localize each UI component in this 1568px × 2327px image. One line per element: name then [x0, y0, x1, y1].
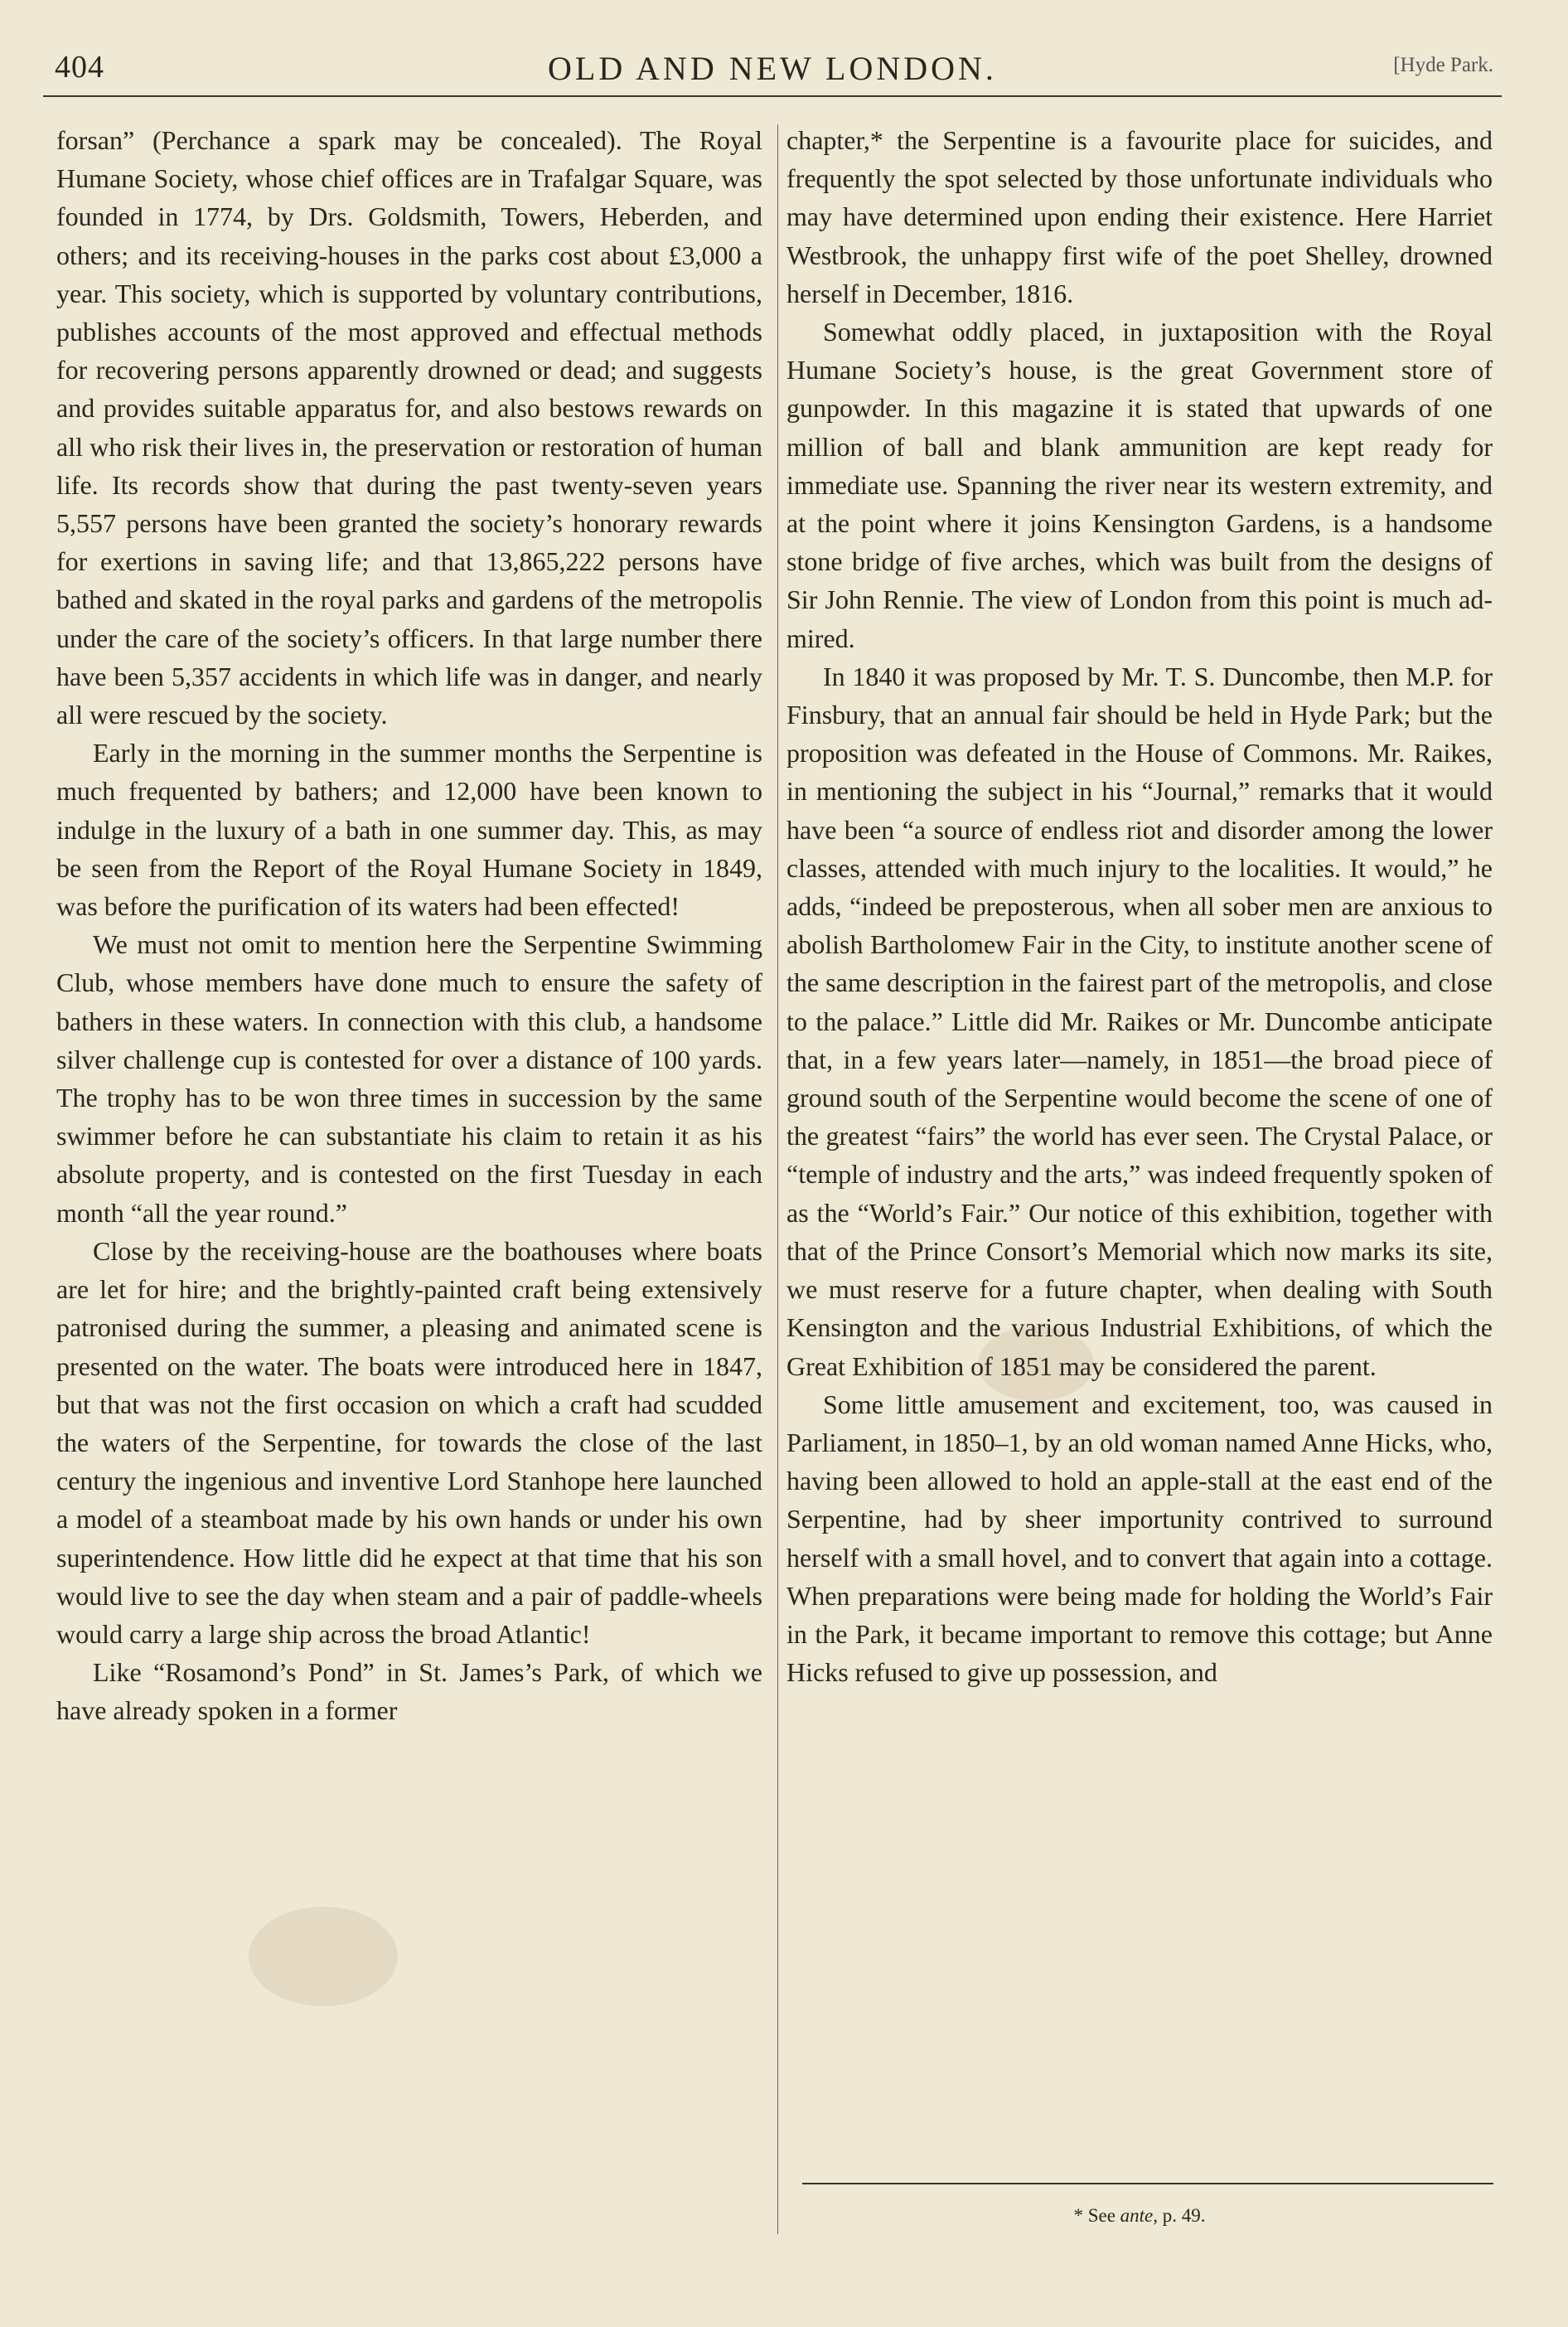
page-number: 404 [55, 50, 104, 85]
paragraph: Close by the receiving-house are the boathouses where boats are let for hire; and the brightly-painted craft being extensively patronised during the summer, a pleasing and animated scene is presented on the water. The boats were introduced here in 1847, but that was not the first occasion on which a craft had scudded the waters of the Serpentine, for towards the close of the last century the ingenious and inventive Lord Stanhope here launched a model of a steamboat made by his own hands or under his own superintendence. How little did he expect at that time that his son would live to see the day when steam and a pair of paddle-wheels would carry a large ship across the broad Atlantic! [56, 1235, 762, 1649]
left-column [56, 121, 762, 1730]
running-title: OLD AND NEW LONDON. [548, 50, 997, 87]
paper-stain [249, 1907, 398, 2006]
paragraph: chapter,* the Serpentine is a favourite place for suicides, and frequently the spot selected by those unfortunate individuals who may have determined upon ending their existence. Here Harriet Westbrook, the unhappy first wife of the poet Shelley, drowned herself in December, 1816. [786, 125, 1493, 308]
section-tag: [Hyde Park. [1393, 54, 1493, 76]
column-divider [777, 124, 778, 2234]
paragraph: Somewhat oddly placed, in juxtaposition with the Royal Humane Society’s house, is the great Government store of gunpowder. In this magazine it is stated that upwards of one million of ball and blank ammunition are kept ready for immediate use. Spanning the river near its western extremity, and at the point where it joins Kensington Gardens, is a handsome stone bridge of five arches, which was built from the designs of Sir John Rennie. The view of London from this point is much admired. [786, 317, 1493, 653]
right-column [786, 121, 1493, 1691]
paragraph: Like “Rosamond’s Pond” in St. James’s Park, of which we have already spoken in a former [56, 1657, 762, 1726]
running-header [43, 46, 1502, 97]
footnote [786, 2205, 1493, 2227]
footnote-ref: ante, [1120, 2205, 1159, 2226]
footnote-marker: * See [1073, 2205, 1116, 2226]
paragraph: Some little amusement and excitement, too, was caused in Parliament, in 1850–1, by an old woman named Anne Hicks, who, having been allowed to hold an apple-stall at the east end of the Serpentine, had by sheer importunity contrived to surround herself with a small hovel, and to convert that again into a cottage. When preparations were being made for holding the World’s Fair in the Park, it became important to remove this cottage; but Anne Hicks refused to give up possession, and [786, 1389, 1493, 1688]
paragraph: forsan” (Perchance a spark may be concealed). The Royal Humane Society, whose chief offices are in Trafalgar Square, was founded in 1774, by Drs. Goldsmith, Towers, Heberden, and others; and its receiving-houses in the parks cost about £3,000 a year. This society, which is supported by voluntary contributions, publishes accounts of the most approved and effectual methods for recovering persons apparently drowned or dead; and suggests and provides suitable apparatus for, and also bestows rewards on all who risk their lives in, the preservation or restoration of human life. Its records show that during the past twenty-seven years 5,557 persons have been granted the society’s honorary rewards for exertions in saving life; and that 13,865,222 persons have bathed and skated in the royal parks and gardens of the metropolis under the care of the society’s officers. In that large number there have been 5,357 accidents in which life was in danger, and nearly all were rescued by the society. [56, 125, 762, 730]
footnote-rule [802, 2183, 1493, 2184]
paragraph: In 1840 it was proposed by Mr. T. S. Duncombe, then M.P. for Finsbury, that an annual fair should be held in Hyde Park; but the proposition was defeated in the House of Commons. Mr. Raikes, in mentioning the subject in his “Journal,” remarks that it would have been “a source of endless riot and disorder among the lower classes, attended with much injury to the localities. It would,” he adds, “indeed be preposterous, when all sober men are anxious to abolish Bartholomew Fair in the City, to institute another scene of the same description in the fairest part of the metropolis, and close to the palace.” Little did Mr. Raikes or Mr. Duncombe anticipate that, in a few years later—namely, in 1851—the broad piece of ground south of the Serpentine would become the scene of one of the greatest “fairs” the world has ever seen. The Crystal Palace, or “temple of industry and the arts,” was indeed frequently spoken of as the “World’s Fair.” Our notice of this exhibition, together with that of the Prince Consort’s Memorial which now marks its site, we must reserve for a future chapter, when dealing with South Kensington and the various Industrial Exhibitions, of which the Great Exhibition of 1851 may be considered the parent. [786, 661, 1493, 1381]
footnote-page: p. 49. [1162, 2205, 1206, 2226]
paragraph: We must not omit to mention here the Serpentine Swimming Club, whose members have done much to ensure the safety of bathers in these waters. In connection with this club, a handsome silver challenge cup is contested for over a distance of 100 yards. The trophy has to be won three times in succession by the same swimmer before he can substantiate his claim to retain it as his absolute property, and is contested on the first Tuesday in each month “all the year round.” [56, 929, 762, 1228]
paragraph: Early in the morning in the summer months the Serpentine is much frequented by bathers; and 12,000 have been known to indulge in the luxury of a bath in one summer day. This, as may be seen from the Report of the Royal Humane Society in 1849, was before the purification of its waters had been effected! [56, 738, 762, 922]
